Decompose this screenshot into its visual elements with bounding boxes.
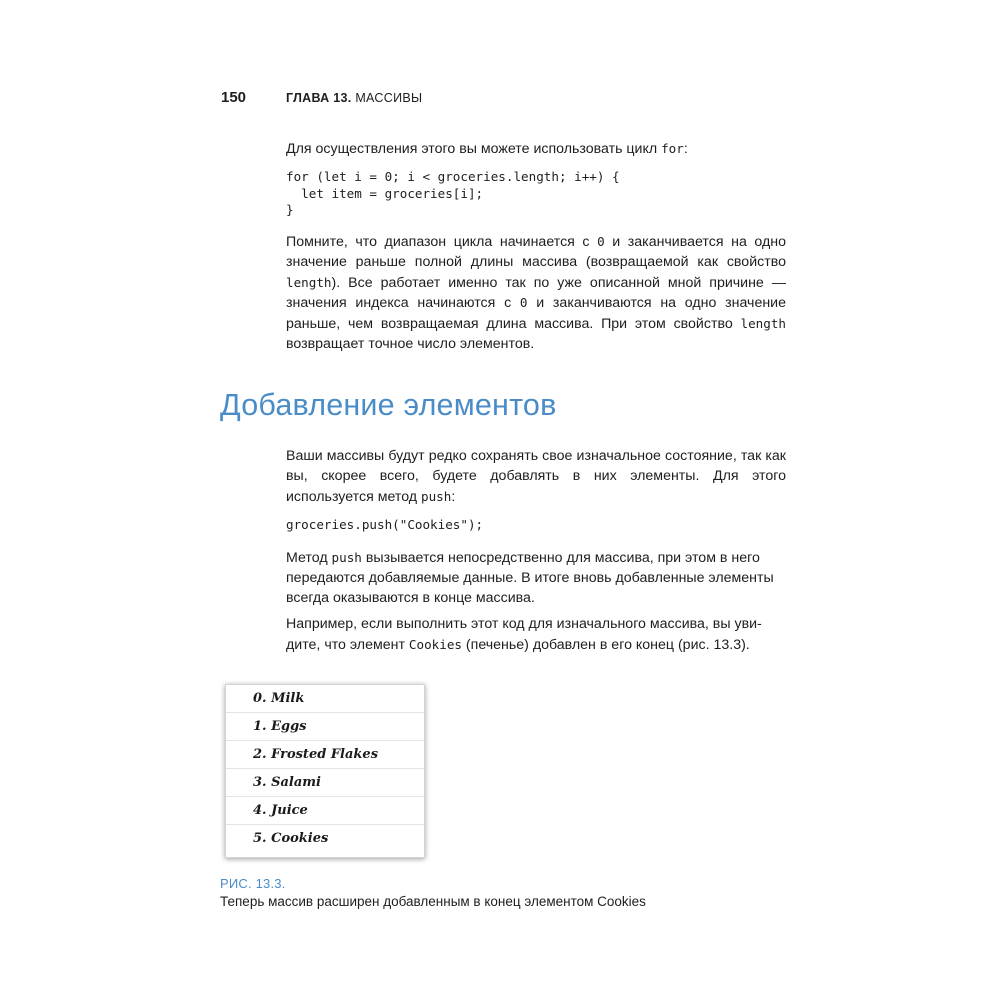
chapter-title: МАССИВЫ <box>355 91 423 105</box>
paragraph-push-description: Метод push вызывается непосредственно для массива, при этом в него передаются добавляемые данные. В итоге вновь добавленные элементы всегда оказываются в конце массива. <box>286 550 774 606</box>
page-number: 150 <box>221 89 247 106</box>
list-item: 1. Eggs <box>226 713 424 741</box>
code-block-loop-wrapper <box>286 169 786 219</box>
list-item: 0. Milk <box>226 685 424 713</box>
paragraph-example-wrapper <box>286 615 786 656</box>
running-head <box>286 91 422 105</box>
figure-caption-label: РИС. 13.3. <box>220 876 286 891</box>
inline-code-cookies: Cookies <box>408 636 462 652</box>
inline-code-push: push <box>421 488 452 504</box>
inline-code-for: for <box>661 141 684 156</box>
intro-paragraph-block <box>286 139 786 160</box>
paragraph-range-wrapper <box>286 232 786 355</box>
chapter-label: ГЛАВА 13. <box>286 91 352 105</box>
paragraph-push-intro-wrapper <box>286 447 786 507</box>
section-heading: Добавление элементов <box>220 388 557 422</box>
code-block-loop: for (let i = 0; i < groceries.length; i++) { let item = groceries[i]; } <box>286 169 620 217</box>
figure-groceries-list <box>225 684 425 858</box>
code-block-push-wrapper <box>286 517 786 534</box>
list-item: 2. Frosted Flakes <box>226 741 424 769</box>
paragraph-push-desc-wrapper <box>286 548 786 608</box>
code-block-push: groceries.push("Cookies"); <box>286 517 484 532</box>
list-item: 3. Salami <box>226 769 424 797</box>
paragraph-example: Например, если выполнить этот код для изначального массива, вы увидите, что элемент Cookies (печенье) добавлен в его конец (рис. 13.3). <box>286 616 762 653</box>
list-item: 5. Cookies <box>253 831 329 846</box>
list-item: 4. Juice <box>226 797 424 825</box>
paragraph-loop-intro: Для осуществления этого вы можете использовать цикл for: <box>286 141 688 157</box>
paragraph-loop-range: Помните, что диапазон цикла начинается с 0 и заканчивается на одно значение раньше полной длины массива (возвращаемой как свойство length). Все работает именно так по уже описанной мной причине — значения индекса начинаются с 0 и заканчиваются на одно значение раньше, чем возвращаемая длина массива. При этом свойство length возвращает точное число элементов. <box>286 234 786 352</box>
paragraph-push-intro: Ваши массивы будут редко сохранять свое изначальное состояние, так как вы, скорее всего, будете добавлять в них элементы. Для этого используется метод push: <box>286 448 786 505</box>
figure-caption-text: Теперь массив расширен добавленным в конец элементом Cookies <box>220 894 646 909</box>
